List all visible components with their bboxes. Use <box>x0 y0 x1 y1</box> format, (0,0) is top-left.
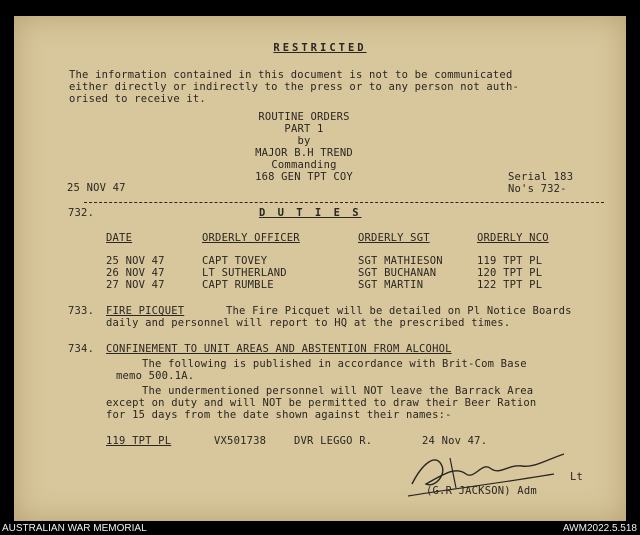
duties-cell-date: 26 NOV 47 <box>106 267 165 279</box>
classification-heading: RESTRICTED <box>273 42 367 54</box>
orders-unit: 168 GEN TPT COY <box>255 171 353 183</box>
divider-line <box>84 202 604 203</box>
section-734-para2-line-3: for 15 days from the date shown against their names:- <box>106 409 452 421</box>
orders-part: PART 1 <box>284 123 324 135</box>
section-734-heading: CONFINEMENT TO UNIT AREAS AND ABSTENTION FROM ALCOHOL <box>106 343 452 355</box>
duties-cell-nco: 119 TPT PL <box>477 255 543 267</box>
duties-cell-sgt: SGT BUCHANAN <box>358 267 437 279</box>
archive-credit: AUSTRALIAN WAR MEMORIAL <box>2 523 147 534</box>
signature-graphic <box>404 444 574 508</box>
document-page <box>14 16 626 521</box>
signature-rank: Lt <box>570 471 584 483</box>
orders-role: Commanding <box>271 159 337 171</box>
archive-reference: AWM2022.5.518 <box>562 523 637 534</box>
entry-rank-name: DVR LEGGO R. <box>294 435 373 447</box>
entry-platoon: 119 TPT PL <box>106 435 172 447</box>
order-numbers: No's 732- <box>508 183 567 195</box>
section-732-number: 732. <box>68 207 95 219</box>
entry-number: VX501738 <box>214 435 267 447</box>
section-734-number: 734. <box>68 343 95 355</box>
duties-col-officer: ORDERLY OFFICER <box>202 232 300 244</box>
duties-cell-sgt: SGT MATHIESON <box>358 255 443 267</box>
section-733-line-2: daily and personnel will report to HQ at the prescribed times. <box>106 317 511 329</box>
section-734-para2-line-1: The undermentioned personnel will NOT leave the Barrack Area <box>142 385 534 397</box>
duties-cell-nco: 120 TPT PL <box>477 267 543 279</box>
duties-cell-nco: 122 TPT PL <box>477 279 543 291</box>
section-733-line-1: The Fire Picquet will be detailed on Pl Notice Boards <box>226 305 572 317</box>
orders-author: MAJOR B.H TREND <box>255 147 353 159</box>
section-733-heading: FIRE PICQUET <box>106 305 185 317</box>
section-734-para2-line-2: except on duty and will NOT be permitted to draw their Beer Ration <box>106 397 537 409</box>
duties-cell-officer: LT SUTHERLAND <box>202 267 287 279</box>
section-734-para1-line-1: The following is published in accordance with Brit-Com Base <box>142 358 527 370</box>
duties-cell-officer: CAPT TOVEY <box>202 255 268 267</box>
section-733-number: 733. <box>68 305 95 317</box>
entry-date: 24 Nov 47. <box>422 435 488 447</box>
duties-col-nco: ORDERLY NCO <box>477 232 549 244</box>
duties-cell-sgt: SGT MARTIN <box>358 279 424 291</box>
duties-cell-officer: CAPT RUMBLE <box>202 279 274 291</box>
notice-line-1: The information contained in this document is not to be communicated <box>69 69 513 81</box>
duties-col-date: DATE <box>106 232 133 244</box>
duties-cell-date: 27 NOV 47 <box>106 279 165 291</box>
notice-line-2: either directly or indirectly to the press or to any person not auth- <box>69 81 519 93</box>
section-732-heading: D U T I E S <box>259 207 362 219</box>
orders-title: ROUTINE ORDERS <box>258 111 350 123</box>
duties-cell-date: 25 NOV 47 <box>106 255 165 267</box>
serial-number: Serial 183 <box>508 171 574 183</box>
duties-col-sgt: ORDERLY SGT <box>358 232 430 244</box>
notice-line-3: orised to receive it. <box>69 93 206 105</box>
section-734-para1-line-2: memo 500.1A. <box>116 370 195 382</box>
orders-date: 25 NOV 47 <box>67 182 126 194</box>
orders-by: by <box>297 135 311 147</box>
signature-name: (G.R JACKSON) Adm <box>426 485 537 497</box>
